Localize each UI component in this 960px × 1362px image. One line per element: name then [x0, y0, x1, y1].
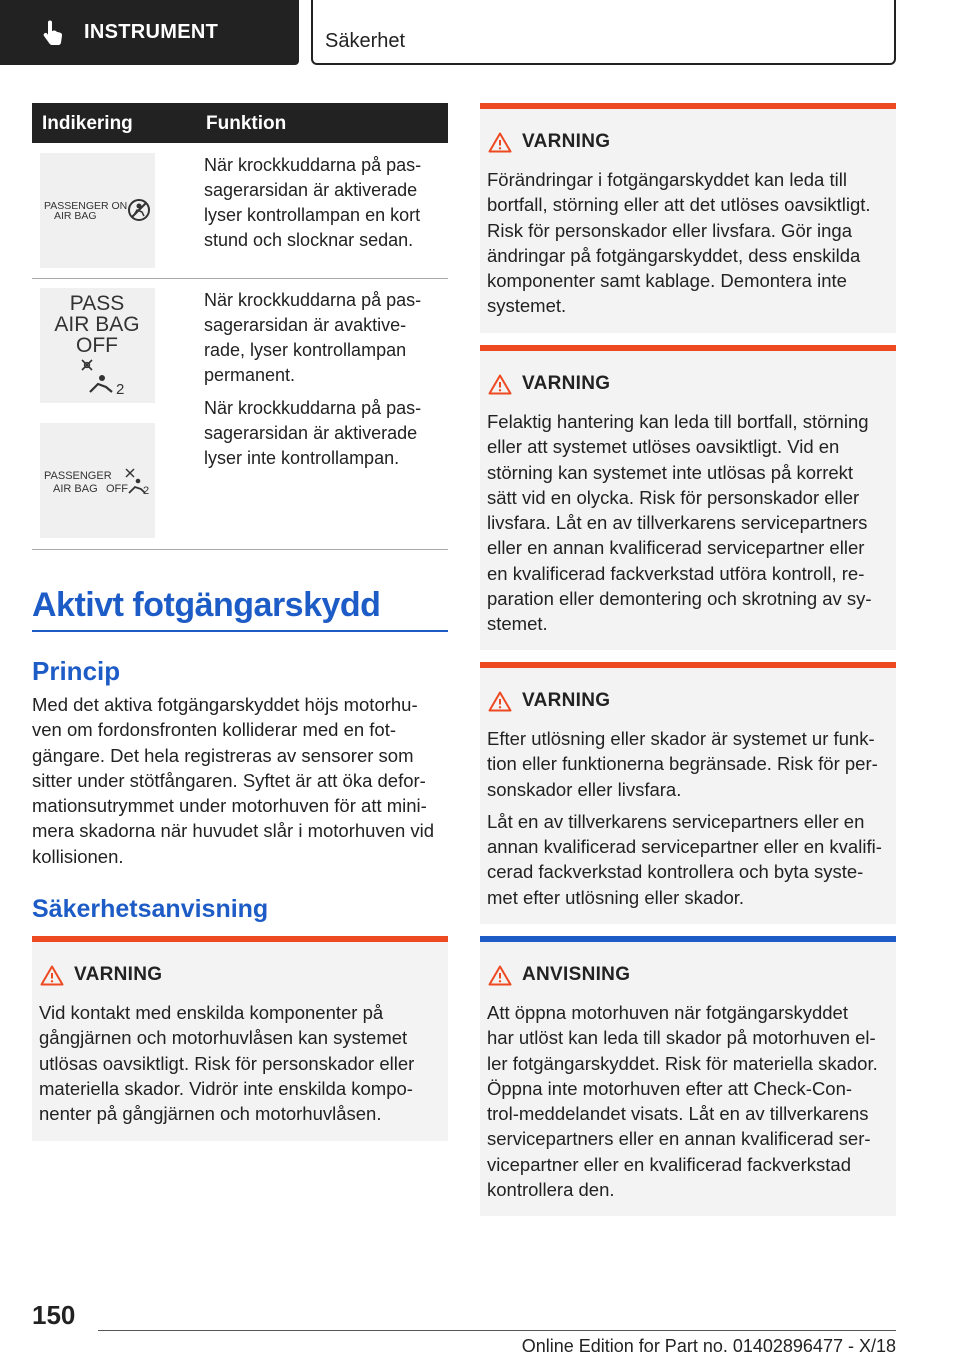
pass-airbag-off-indicator-image — [40, 288, 155, 403]
warning-title-row — [40, 964, 162, 986]
text-line: Vid kontakt med enskilda komponenter på — [39, 1002, 384, 1023]
function-line: sagerarsidan är aktiverade — [204, 423, 418, 443]
text-line: livsfara. Låt en av tillverkarens servicepartners — [487, 512, 868, 534]
text-line: Efter utlösning eller skador är systemet ur funk- — [487, 728, 875, 749]
warning-title: VARNING — [522, 690, 611, 711]
text-line: Öppna inte motorhuven efter att Check-Con- — [487, 1077, 853, 1099]
function-line: permanent. — [204, 365, 296, 385]
text-line: Felaktig hantering kan leda till bortfall, störning — [487, 411, 869, 432]
warning-title-row — [488, 690, 610, 712]
function-line: När krockkuddarna på pas- — [204, 290, 422, 310]
warning-paragraph — [487, 809, 888, 910]
text-line: Med det aktiva fotgängarskyddet höjs motorhu- — [32, 694, 418, 715]
passenger-airbag-off-indicator-image — [40, 423, 155, 538]
warning-title-row — [488, 373, 610, 395]
table-header — [32, 103, 448, 143]
indicator-text: PASS — [69, 292, 125, 315]
text-line: vicepartner eller en kvalificerad fackverkstad — [487, 1153, 851, 1175]
indicator-text: 2 — [116, 381, 125, 398]
function-line: sagerarsidan är aktiverade — [204, 180, 418, 200]
text-line: bortfall, störning eller att det utlöses oavsiktligt. — [487, 194, 871, 216]
warning-paragraph — [487, 726, 888, 802]
warning-triangle-icon — [40, 965, 64, 986]
notice-title-row — [488, 964, 630, 986]
text-line: eller att systemet utlöses oavsiktligt. Vid en — [487, 436, 840, 458]
text-line: ändringar på fotgängarskyddet, dess enskilda — [487, 244, 861, 266]
text-line: sitter under stötfångaren. Syftet är att öka defor- — [32, 769, 426, 791]
text-line: materiella skador. Vidrör inte enskilda kompo- — [39, 1077, 413, 1099]
text-line: gängare. Det hela registreras av sensorer som — [32, 744, 414, 766]
warning-triangle-icon — [488, 374, 512, 395]
text-line: störning kan systemet inte utlösas på korrekt — [487, 461, 854, 483]
notice-body — [487, 1000, 888, 1202]
indicator-text: AIR BAG — [54, 210, 97, 222]
text-line: Risk för personskador eller livsfara. Gör inga — [487, 219, 853, 241]
text-line: eller en annan kvalificerad servicepartner eller — [487, 537, 865, 559]
function-text-row-2 — [204, 288, 444, 471]
warning-body — [39, 1000, 440, 1126]
notice-title: ANVISNING — [522, 964, 631, 985]
col-header-indicator: Indikering — [42, 113, 133, 134]
text-line: mera skadorna när huvudet slår i motorhuven vid — [32, 820, 435, 842]
text-line: kollisionen. — [32, 845, 124, 867]
warning-triangle-icon — [488, 965, 512, 986]
warning-box — [480, 345, 896, 650]
warning-title-row — [488, 131, 610, 153]
section-title-rule — [32, 630, 448, 632]
warning-body — [487, 409, 888, 637]
notice-box — [480, 936, 896, 1216]
page-header-title: Säkerhet — [311, 0, 896, 65]
text-line: cerad fackverkstad kontrollera och byta syste- — [487, 861, 864, 883]
indicator-text: PASSENGER — [44, 470, 112, 482]
indicator-text: PASSENGER ON — [44, 200, 128, 212]
text-line: annan kvalificerad servicepartner eller en kvalifi- — [487, 836, 882, 858]
text-line: nenter på gångjärnen och motorhuvlåsen. — [39, 1103, 382, 1125]
principle-paragraph — [32, 692, 450, 869]
warning-title: VARNING — [522, 373, 611, 394]
indicator-text: AIR BAG — [54, 313, 140, 336]
text-line: Att öppna motorhuven när fotgängarskyddet — [487, 1002, 848, 1023]
principle-heading: Princip — [32, 656, 121, 686]
section-title: Aktivt fotgängarskydd — [32, 586, 381, 624]
touch-hand-icon — [42, 20, 64, 46]
warning-title: VARNING — [522, 131, 611, 152]
text-line: sonskador eller livsfara. — [487, 778, 682, 800]
function-line: När krockkuddarna på pas- — [204, 398, 422, 418]
function-line: När krockkuddarna på pas- — [204, 155, 422, 175]
page-number: 150 — [32, 1300, 76, 1330]
warning-body — [487, 167, 888, 319]
text-line: ven om fordonsfronten kolliderar med en fot- — [32, 719, 397, 741]
text-line: tion eller funktionerna begränsade. Risk för per- — [487, 753, 878, 775]
text-line: har utlöst kan leda till skador på motorhuven el- — [487, 1027, 876, 1049]
section-tab[interactable] — [0, 0, 299, 65]
text-line: komponenter samt kablage. Demontera inte — [487, 270, 847, 292]
warning-triangle-icon — [488, 691, 512, 712]
text-line: Låt en av tillverkarens servicepartners eller en — [487, 810, 865, 832]
function-line: lyser kontrollampan en kort — [204, 205, 421, 225]
text-line: ler fotgängarskyddet. Risk för materiella skador. — [487, 1052, 878, 1074]
function-line: lyser inte kontrollampan. — [204, 448, 400, 468]
function-line: stund och slocknar sedan. — [204, 230, 414, 250]
text-line: mationsutrymmet under motorhuven för att mini- — [32, 795, 427, 817]
indicator-text: OFF — [76, 334, 118, 357]
function-line: rade, lyser kontrollampan — [204, 340, 407, 360]
passenger-airbag-on-indicator-image — [40, 153, 155, 268]
warning-box — [480, 662, 896, 924]
function-text-row-1 — [204, 153, 444, 253]
warning-title: VARNING — [74, 964, 163, 985]
warning-body — [487, 726, 888, 910]
text-line: systemet. — [487, 295, 567, 317]
warning-box — [32, 936, 448, 1141]
text-line: sätt vid en olycka. Risk för personskador eller — [487, 486, 860, 508]
text-line: Förändringar i fotgängarskyddet kan leda till — [487, 169, 847, 190]
indicator-text: OFF — [106, 483, 128, 495]
warning-box — [480, 103, 896, 333]
text-line: kontrollera den. — [487, 1179, 615, 1201]
row-divider — [32, 549, 448, 550]
text-line: en kvalificerad fackverkstad utföra kontroll, re- — [487, 562, 865, 584]
footer-divider — [98, 1330, 896, 1331]
indicator-text: 2 — [143, 485, 150, 497]
text-line: gångjärnen och motorhuvlåsen kan systemet — [39, 1027, 408, 1049]
indicator-text: AIR BAG — [53, 483, 98, 495]
text-line: stemet. — [487, 613, 548, 635]
text-line: servicepartners eller en annan kvalificerad ser- — [487, 1128, 871, 1150]
text-line: trol-meddelandet visats. Låt en av tillverkarens — [487, 1103, 869, 1125]
safety-heading: Säkerhetsanvisning — [32, 895, 269, 923]
section-tab-label: INSTRUMENT — [84, 21, 219, 43]
row-divider — [32, 278, 448, 279]
col-header-function: Funktion — [206, 113, 287, 134]
text-line: utlösas oavsiktligt. Risk för personskador eller — [39, 1052, 415, 1074]
footer-edition: Online Edition for Part no. 01402896477 - X/18 — [521, 1336, 896, 1356]
function-line: sagerarsidan är avaktive- — [204, 315, 407, 335]
text-line: met efter utlösning eller skador. — [487, 886, 745, 908]
text-line: paration eller demontering och skrotning av sy- — [487, 588, 872, 610]
warning-triangle-icon — [488, 132, 512, 153]
